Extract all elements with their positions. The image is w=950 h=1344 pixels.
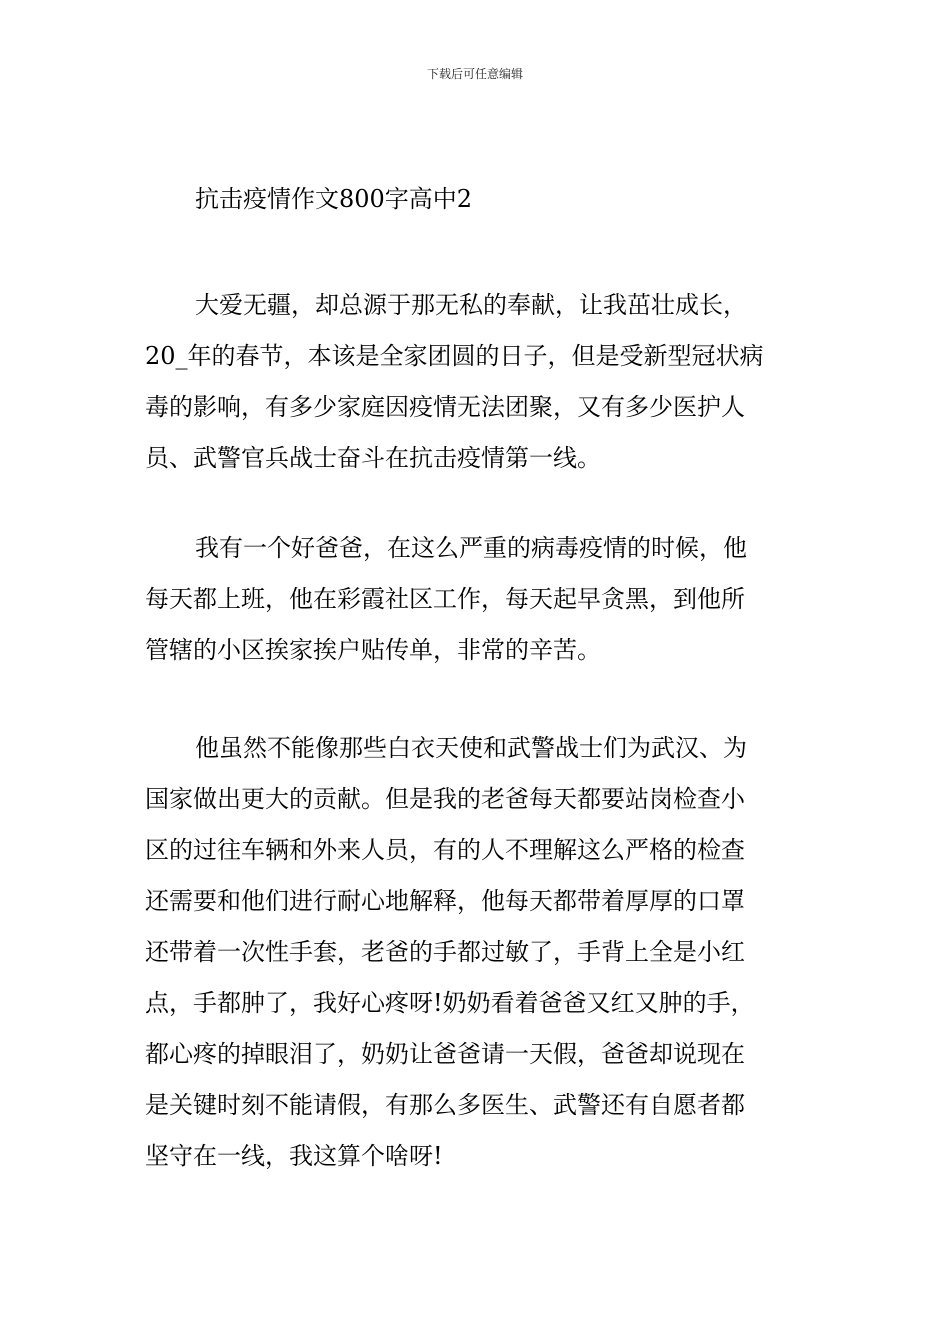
paragraph-line: 大爱无疆，却总源于那无私的奉献，让我茁壮成长， bbox=[195, 291, 747, 319]
paragraph-line: 是关键时刻不能请假，有那么多医生、武警还有自愿者都 bbox=[145, 1091, 745, 1119]
paragraph-2 bbox=[145, 523, 810, 676]
paragraph-line: 20_年的春节，本该是全家团圆的日子，但是受新型冠状病 bbox=[145, 342, 764, 370]
paragraph-1 bbox=[145, 280, 810, 484]
paragraph-line: 区的过往车辆和外来人员，有的人不理解这么严格的检查 bbox=[145, 836, 745, 864]
paragraph-line: 员、武警官兵战士奋斗在抗击疫情第一线。 bbox=[145, 444, 601, 472]
paragraph-line: 每天都上班，他在彩霞社区工作，每天起早贪黑，到他所 bbox=[145, 585, 745, 613]
paragraph-line: 坚守在一线，我这算个啥呀! bbox=[145, 1142, 443, 1170]
paragraph-line: 点，手都肿了，我好心疼呀!奶奶看着爸爸又红又肿的手， bbox=[145, 989, 755, 1017]
paragraph-line: 还带着一次性手套，老爸的手都过敏了，手背上全是小红 bbox=[145, 938, 745, 966]
paragraph-line: 管辖的小区挨家挨户贴传单，非常的辛苦。 bbox=[145, 636, 601, 664]
header-note: 下载后可任意编辑 bbox=[426, 67, 523, 81]
paragraph-line: 还需要和他们进行耐心地解释，他每天都带着厚厚的口罩 bbox=[145, 887, 745, 915]
paragraph-line: 毒的影响，有多少家庭因疫情无法团聚，又有多少医护人 bbox=[145, 393, 745, 421]
paragraph-line: 都心疼的掉眼泪了，奶奶让爸爸请一天假，爸爸却说现在 bbox=[145, 1040, 745, 1068]
paragraph-line: 我有一个好爸爸，在这么严重的病毒疫情的时候，他 bbox=[195, 534, 747, 562]
paragraph-line: 国家做出更大的贡献。但是我的老爸每天都要站岗检查小 bbox=[145, 785, 745, 813]
document-title: 抗击疫情作文800字高中2 bbox=[195, 185, 473, 213]
paragraph-3 bbox=[145, 723, 810, 1182]
paragraph-line: 他虽然不能像那些白衣天使和武警战士们为武汉、为 bbox=[195, 734, 747, 762]
